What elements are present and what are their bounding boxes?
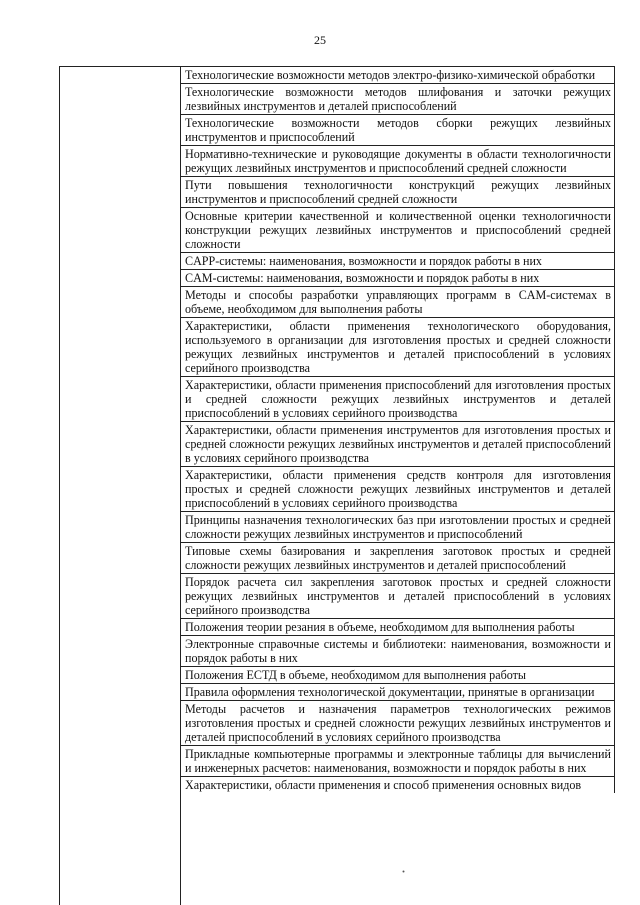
table-row: Характеристики, области применения приспособлений для изготовления простых и средней сложности режущих лезвийных инструментов и деталей приспособлений в условиях серийного производства: [181, 377, 615, 422]
table-row: Прикладные компьютерные программы и электронные таблицы для вычислений и инженерных расчетов: наименования, возможности и порядок работы в них: [181, 746, 615, 777]
table-row: Методы расчетов и назначения параметров технологических режимов изготовления простых и средней сложности режущих лезвийных инструментов и деталей приспособлений в условиях серийного производства: [181, 701, 615, 746]
table-row: Основные критерии качественной и количественной оценки технологичности конструкции режущих лезвийных инструментов и приспособлений средней сложности: [181, 208, 615, 253]
label-column: [60, 67, 181, 905]
knowledge-table: [59, 66, 615, 905]
table-row: Нормативно-технические и руководящие документы в области технологичности режущих лезвийных инструментов и приспособлений средней сложности: [181, 146, 615, 177]
table-row: Характеристики, области применения инструментов для изготовления простых и средней сложности режущих лезвийных инструментов и деталей приспособлений в условиях серийного производства: [181, 422, 615, 467]
scan-dot-mark: [402, 870, 405, 873]
table-row: Электронные справочные системы и библиотеки: наименования, возможности и порядок работы в них: [181, 636, 615, 667]
table-row: Методы и способы разработки управляющих программ в CAM-системах в объеме, необходимом для выполнения работы: [181, 287, 615, 318]
table-row: Характеристики, области применения и способ применения основных видов: [181, 777, 615, 793]
table-row: Технологические возможности методов электро-физико-химической обработки: [181, 67, 615, 84]
table-row: Пути повышения технологичности конструкций режущих лезвийных инструментов и приспособлений средней сложности: [181, 177, 615, 208]
table-row: Правила оформления технологической документации, принятые в организации: [181, 684, 615, 701]
table-row: Характеристики, области применения средств контроля для изготовления простых и средней сложности режущих лезвийных инструментов и деталей приспособлений в условиях серийного производства: [181, 467, 615, 512]
page-number: 25: [314, 33, 326, 47]
table-row: Технологические возможности методов шлифования и заточки режущих лезвийных инструментов и деталей приспособлений: [181, 84, 615, 115]
table-row: CAPP-системы: наименования, возможности и порядок работы в них: [181, 253, 615, 270]
table-row: Положения ЕСТД в объеме, необходимом для выполнения работы: [181, 667, 615, 684]
table-row: CAM-системы: наименования, возможности и порядок работы в них: [181, 270, 615, 287]
requirements-list: [181, 67, 615, 793]
table-row: Принципы назначения технологических баз при изготовлении простых и средней сложности режущих лезвийных инструментов и приспособлений: [181, 512, 615, 543]
table-row: Порядок расчета сил закрепления заготовок простых и средней сложности режущих лезвийных инструментов и деталей приспособлений в условиях серийного производства: [181, 574, 615, 619]
table-row: Положения теории резания в объеме, необходимом для выполнения работы: [181, 619, 615, 636]
table-row: Технологические возможности методов сборки режущих лезвийных инструментов и приспособлений: [181, 115, 615, 146]
table-row: Типовые схемы базирования и закрепления заготовок простых и средней сложности режущих лезвийных инструментов и деталей приспособлений: [181, 543, 615, 574]
table-row: Характеристики, области применения технологического оборудования, используемого в организации для изготовления простых и средней сложности режущих лезвийных инструментов и деталей приспособлений в условиях серийного производства: [181, 318, 615, 377]
